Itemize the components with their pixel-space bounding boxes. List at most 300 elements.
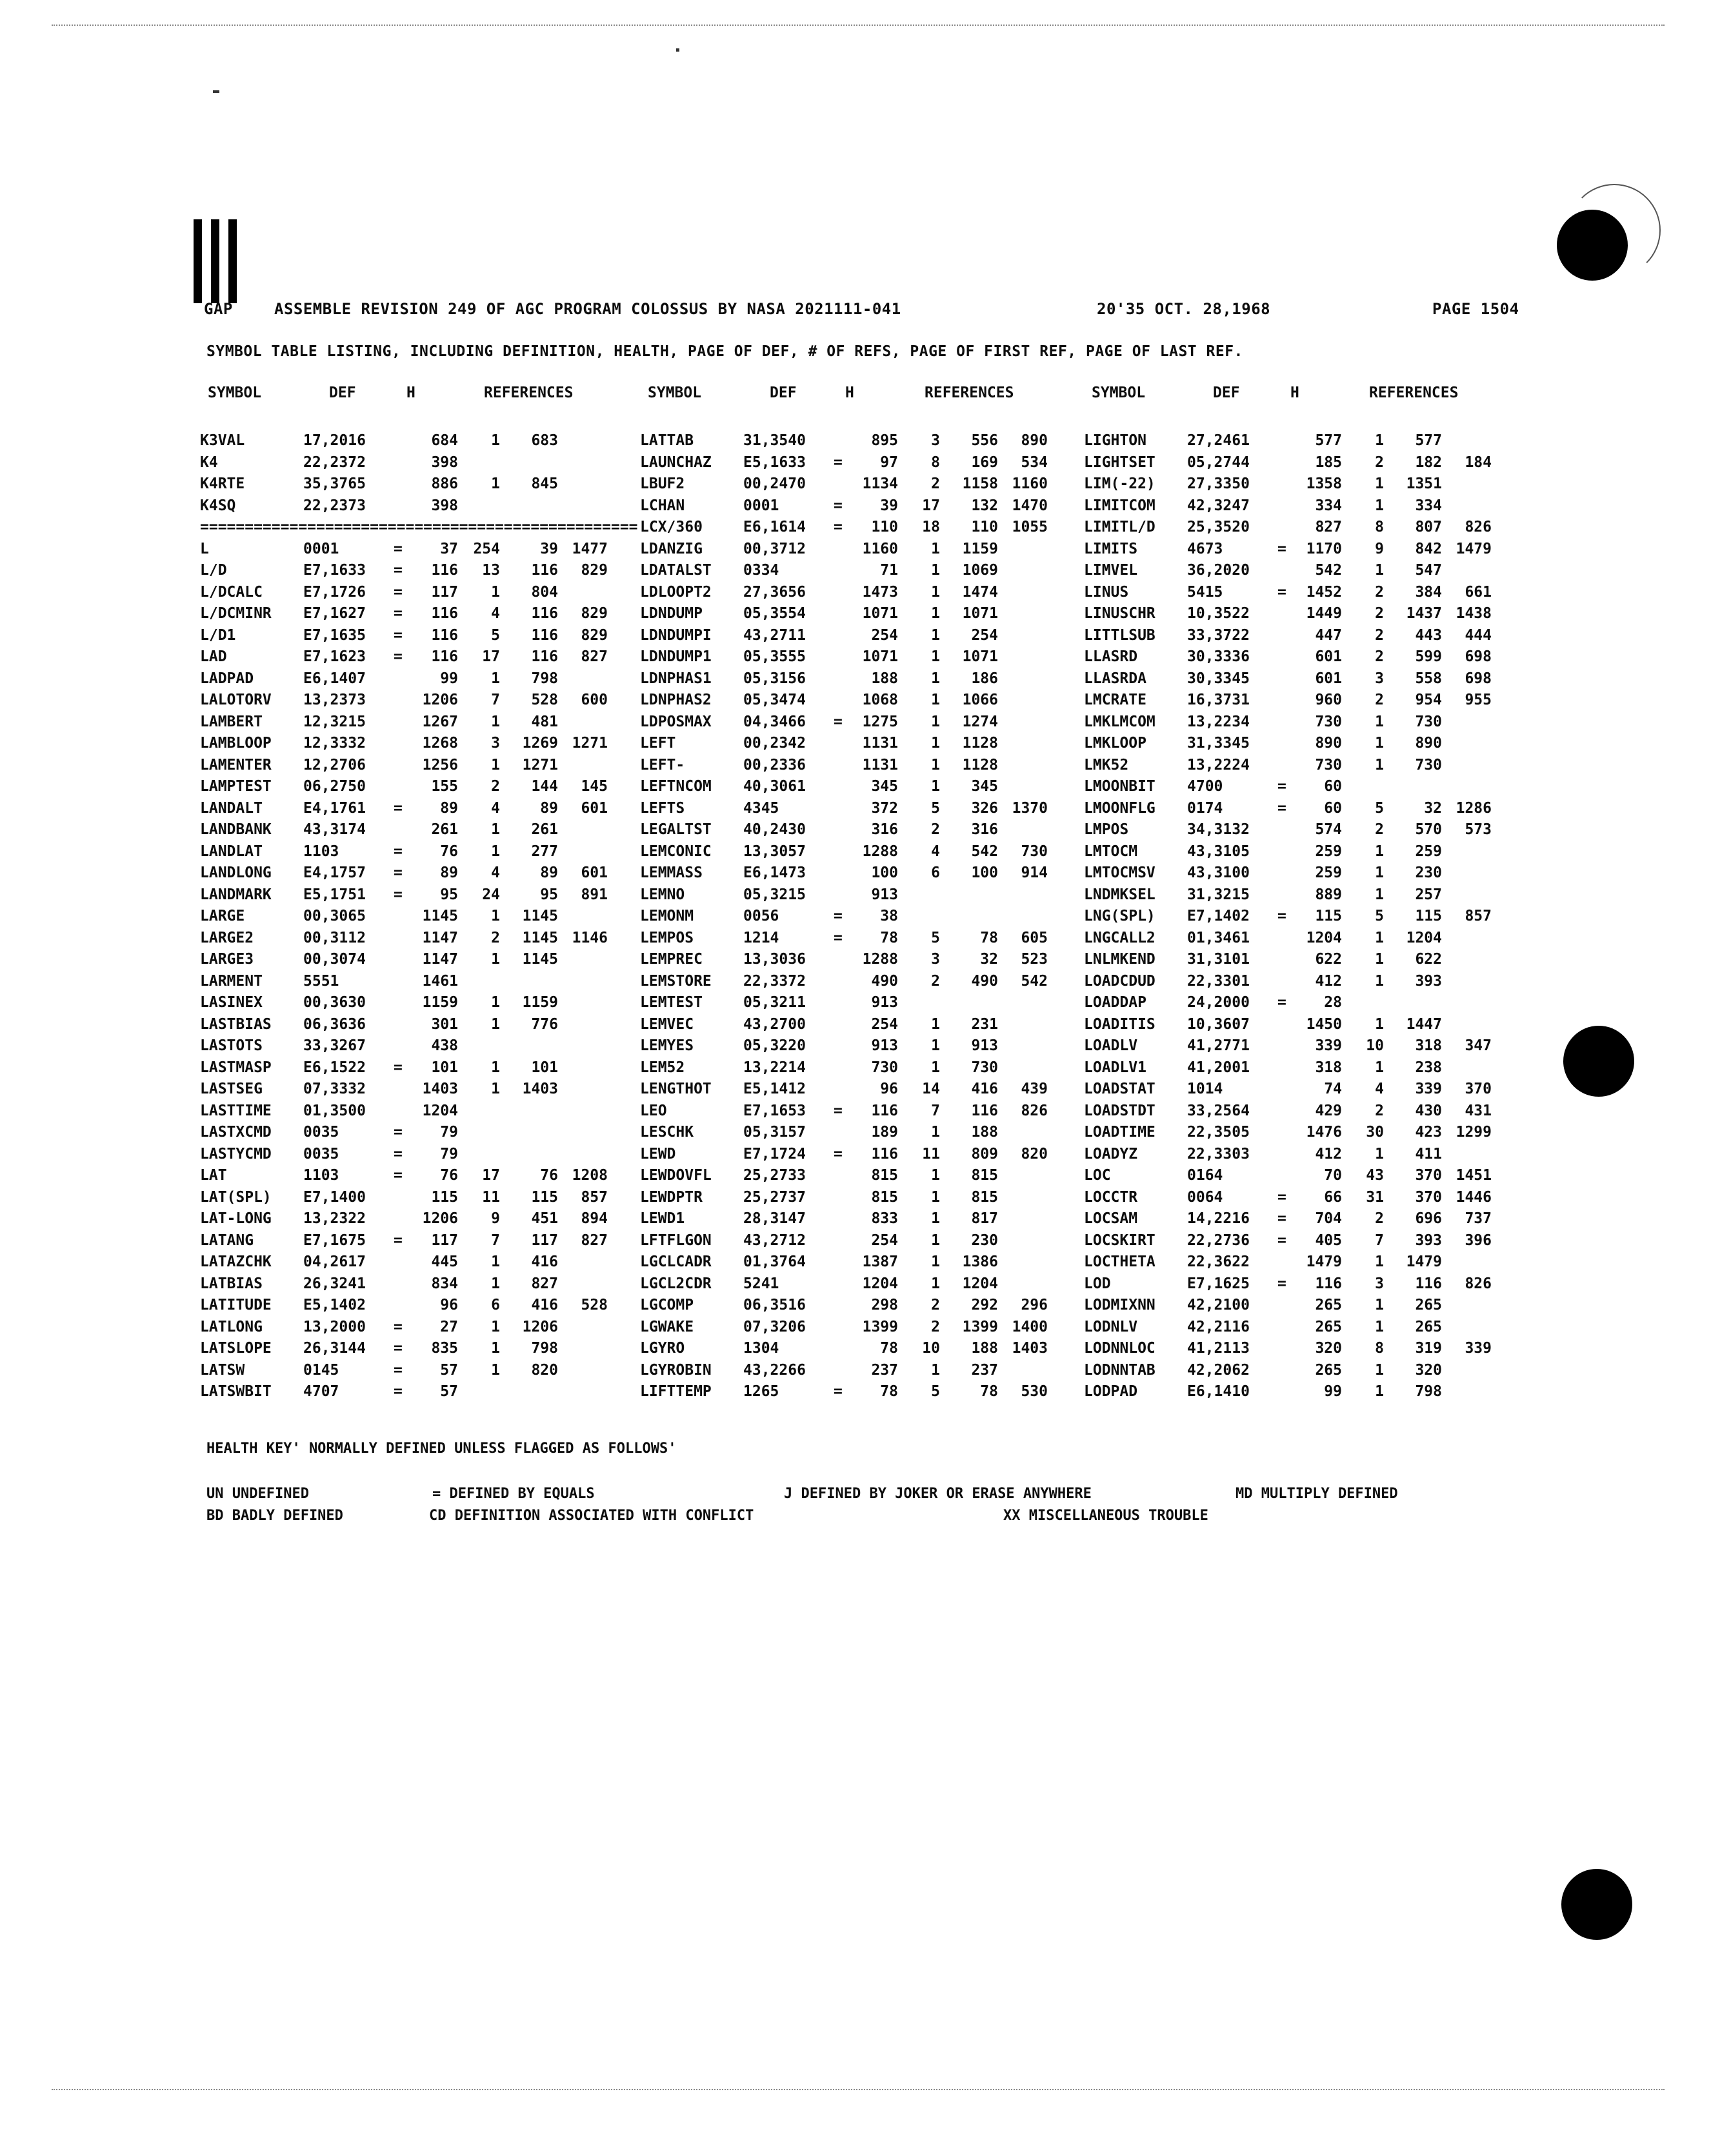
cell-symbol: LOCSAM xyxy=(1084,1210,1138,1227)
cell-symbol: LATITUDE xyxy=(200,1297,272,1313)
cell-def-page: 577 xyxy=(1315,432,1342,449)
cell-last-ref: 1479 xyxy=(1456,540,1492,557)
cell-def: 06,2750 xyxy=(303,778,366,795)
cell-def: 16,3731 xyxy=(1187,692,1250,708)
cell-def: 40,3061 xyxy=(743,778,806,795)
cell-ref-count: 2 xyxy=(1375,1210,1384,1227)
cell-symbol: LASTBIAS xyxy=(200,1015,272,1033)
cell-def-page: 116 xyxy=(431,648,458,665)
cell-symbol: L/DCMINR xyxy=(200,605,272,622)
cell-first-ref: 683 xyxy=(531,432,558,449)
cell-symbol: LASTYCMD xyxy=(200,1145,272,1163)
cell-ref-count: 2 xyxy=(931,1297,940,1313)
cell-symbol: LIMITL/D xyxy=(1084,519,1156,535)
cell-first-ref: 259 xyxy=(1415,843,1442,860)
perforation-top xyxy=(52,25,1665,27)
cell-ref-count: 2 xyxy=(491,778,500,795)
cell-ref-count: 1 xyxy=(1375,1383,1384,1400)
cell-symbol: LOC xyxy=(1084,1167,1111,1184)
separator-line: ================================================= xyxy=(200,519,638,535)
cell-ref-count: 1 xyxy=(931,692,940,708)
cell-def: 04,3466 xyxy=(743,713,806,730)
cell-symbol: LIGHTON xyxy=(1084,432,1146,449)
cell-health: = xyxy=(1277,583,1286,601)
cell-ref-count: 4 xyxy=(491,864,500,881)
cell-last-ref: 601 xyxy=(581,799,608,817)
cell-def: 01,3764 xyxy=(743,1253,806,1270)
col-h-2: H xyxy=(845,384,854,401)
cell-def: E7,1633 xyxy=(303,562,366,579)
cell-def-page: 601 xyxy=(1315,648,1342,665)
cell-def-page: 890 xyxy=(1315,735,1342,752)
cell-def-page: 320 xyxy=(1315,1340,1342,1357)
table-row xyxy=(200,1101,1568,1123)
cell-ref-count: 1 xyxy=(491,475,500,492)
table-row xyxy=(200,1035,1568,1057)
cell-ref-count: 1 xyxy=(491,908,500,924)
cell-def: 05,3220 xyxy=(743,1037,806,1054)
cell-def-page: 155 xyxy=(431,778,458,795)
cell-last-ref: 530 xyxy=(1021,1383,1048,1400)
cell-ref-count: 7 xyxy=(491,1232,500,1249)
cell-def: 22,3622 xyxy=(1187,1253,1250,1270)
cell-def: 22,3505 xyxy=(1187,1124,1250,1141)
cell-ref-count: 1 xyxy=(1375,1059,1384,1076)
cell-def: 0035 xyxy=(303,1145,339,1163)
cell-def-page: 412 xyxy=(1315,1145,1342,1163)
table-row xyxy=(200,1273,1568,1295)
cell-last-ref: 955 xyxy=(1465,692,1492,708)
cell-symbol: LAT-LONG xyxy=(200,1210,272,1227)
cell-ref-count: 1 xyxy=(931,756,940,774)
cell-def: E7,1400 xyxy=(303,1188,366,1206)
cell-ref-count: 5 xyxy=(1375,908,1384,924)
cell-last-ref: 826 xyxy=(1465,519,1492,535)
cell-def: 27,2461 xyxy=(1187,432,1250,449)
cell-def: 05,2744 xyxy=(1187,454,1250,471)
cell-def: 26,3241 xyxy=(303,1275,366,1292)
cell-ref-count: 4 xyxy=(491,799,500,817)
cell-symbol: LODPAD xyxy=(1084,1383,1138,1400)
cell-def: 01,3500 xyxy=(303,1102,366,1119)
cell-ref-count: 1 xyxy=(931,583,940,601)
cell-def-page: 833 xyxy=(871,1210,898,1227)
cell-symbol: LEMVEC xyxy=(640,1015,694,1033)
cell-def-page: 57 xyxy=(440,1383,458,1400)
cell-ref-count: 1 xyxy=(491,843,500,860)
table-row xyxy=(200,430,1568,452)
cell-def: E5,1633 xyxy=(743,454,806,471)
cell-def-page: 101 xyxy=(431,1059,458,1076)
cell-symbol: LMOONFLG xyxy=(1084,799,1156,817)
table-row xyxy=(200,1381,1568,1403)
cell-def-page: 886 xyxy=(431,475,458,492)
cell-def: 42,3247 xyxy=(1187,497,1250,514)
cell-symbol: LODNNTAB xyxy=(1084,1361,1156,1379)
col-def-2: DEF xyxy=(770,384,797,401)
col-refs-2: REFERENCES xyxy=(925,384,1014,401)
cell-first-ref: 817 xyxy=(971,1210,998,1227)
cell-ref-count: 1 xyxy=(491,951,500,968)
cell-first-ref: 1386 xyxy=(962,1253,998,1270)
listing-subtitle: SYMBOL TABLE LISTING, INCLUDING DEFINITION, HEALTH, PAGE OF DEF, # OF REFS, PAGE OF FIRST REF, PAGE OF LAST REF. xyxy=(206,343,1243,360)
cell-first-ref: 416 xyxy=(971,1081,998,1097)
cell-def: 05,3211 xyxy=(743,994,806,1011)
cell-def-page: 1068 xyxy=(862,692,898,708)
cell-def-page: 116 xyxy=(871,1102,898,1119)
cell-last-ref: 600 xyxy=(581,692,608,708)
cell-def: 13,2322 xyxy=(303,1210,366,1227)
cell-first-ref: 1159 xyxy=(522,994,558,1011)
symbol-table xyxy=(200,430,1568,1403)
table-row xyxy=(200,1165,1568,1187)
cell-symbol: LITTLSUB xyxy=(1084,626,1156,644)
cell-def: 43,3105 xyxy=(1187,843,1250,860)
key-multiply: MD MULTIPLY DEFINED xyxy=(1236,1486,1398,1502)
cell-def-page: 1145 xyxy=(422,908,458,924)
cell-first-ref: 230 xyxy=(971,1232,998,1249)
table-row xyxy=(200,1187,1568,1209)
cell-last-ref: 826 xyxy=(1021,1102,1048,1119)
cell-last-ref: 1403 xyxy=(1012,1340,1048,1357)
cell-def: 05,3157 xyxy=(743,1124,806,1141)
cell-def: 0064 xyxy=(1187,1188,1223,1206)
table-row xyxy=(200,1079,1568,1101)
cell-def: 42,2116 xyxy=(1187,1318,1250,1335)
cell-health: = xyxy=(1277,908,1286,924)
cell-ref-count: 1 xyxy=(931,1188,940,1206)
cell-def-page: 345 xyxy=(871,778,898,795)
cell-def: 00,3712 xyxy=(743,540,806,557)
cell-def: 4345 xyxy=(743,799,779,817)
table-row xyxy=(200,949,1568,971)
cell-health: = xyxy=(394,562,403,579)
cell-first-ref: 807 xyxy=(1415,519,1442,535)
cell-last-ref: 431 xyxy=(1465,1102,1492,1119)
cell-def: 00,2470 xyxy=(743,475,806,492)
cell-def: 0056 xyxy=(743,908,779,924)
cell-first-ref: 110 xyxy=(971,519,998,535)
cell-ref-count: 1 xyxy=(931,1361,940,1379)
cell-ref-count: 1 xyxy=(1375,929,1384,946)
cell-health: = xyxy=(834,1383,843,1400)
gap-tag: GAP xyxy=(204,300,233,318)
cell-symbol: LEMONM xyxy=(640,908,694,924)
cell-first-ref: 577 xyxy=(1415,432,1442,449)
cell-def-page: 1206 xyxy=(422,1210,458,1227)
cell-health: = xyxy=(394,1059,403,1076)
cell-ref-count: 9 xyxy=(1375,540,1384,557)
cell-last-ref: 1271 xyxy=(572,735,608,752)
cell-first-ref: 237 xyxy=(971,1361,998,1379)
cell-def-page: 1147 xyxy=(422,951,458,968)
cell-first-ref: 827 xyxy=(531,1275,558,1292)
cell-def: E7,1653 xyxy=(743,1102,806,1119)
cell-first-ref: 556 xyxy=(971,432,998,449)
table-row xyxy=(200,560,1568,582)
col-refs-3: REFERENCES xyxy=(1369,384,1459,401)
cell-first-ref: 1071 xyxy=(962,648,998,665)
col-h-3: H xyxy=(1290,384,1299,401)
cell-def: E7,1726 xyxy=(303,583,366,601)
cell-ref-count: 17 xyxy=(922,497,940,514)
cell-symbol: LGYROBIN xyxy=(640,1361,712,1379)
cell-first-ref: 798 xyxy=(531,670,558,687)
cell-symbol: LIFTTEMP xyxy=(640,1383,712,1400)
cell-symbol: LENGTHOT xyxy=(640,1081,712,1097)
cell-def-page: 116 xyxy=(871,1145,898,1163)
table-row xyxy=(200,1230,1568,1252)
cell-symbol: LEMCONIC xyxy=(640,843,712,860)
col-symbol-2: SYMBOL xyxy=(648,384,702,401)
cell-def-page: 1461 xyxy=(422,972,458,990)
cell-def: 22,3372 xyxy=(743,972,806,990)
cell-ref-count: 43 xyxy=(1366,1167,1384,1184)
table-row xyxy=(200,495,1568,517)
cell-def-page: 960 xyxy=(1315,692,1342,708)
cell-def: 31,3345 xyxy=(1187,735,1250,752)
cell-health: = xyxy=(394,864,403,881)
cell-symbol: LBUF2 xyxy=(640,475,685,492)
cell-def-page: 78 xyxy=(880,1383,898,1400)
cell-ref-count: 1 xyxy=(931,540,940,557)
cell-def-page: 254 xyxy=(871,1015,898,1033)
cell-symbol: LMCRATE xyxy=(1084,692,1146,708)
cell-symbol: LODNLV xyxy=(1084,1318,1138,1335)
cell-ref-count: 1 xyxy=(491,583,500,601)
cell-def: 41,2113 xyxy=(1187,1340,1250,1357)
cell-def: 0145 xyxy=(303,1361,339,1379)
cell-first-ref: 393 xyxy=(1415,1232,1442,1249)
cell-symbol: LANDBANK xyxy=(200,821,272,838)
cell-ref-count: 4 xyxy=(1375,1081,1384,1097)
cell-symbol: LDNPHAS1 xyxy=(640,670,712,687)
cell-def-page: 116 xyxy=(431,562,458,579)
cell-ref-count: 1 xyxy=(1375,886,1384,903)
cell-def-page: 827 xyxy=(1315,519,1342,535)
cell-symbol: LATSWBIT xyxy=(200,1383,272,1400)
cell-def-page: 1204 xyxy=(1306,929,1342,946)
cell-health: = xyxy=(834,1145,843,1163)
cell-first-ref: 1159 xyxy=(962,540,998,557)
cell-first-ref: 547 xyxy=(1415,562,1442,579)
cell-def-page: 116 xyxy=(1315,1275,1342,1292)
cell-first-ref: 78 xyxy=(980,1383,998,1400)
col-h-1: H xyxy=(406,384,415,401)
cell-first-ref: 116 xyxy=(971,1102,998,1119)
cell-first-ref: 1403 xyxy=(522,1081,558,1097)
cell-ref-count: 1 xyxy=(931,1037,940,1054)
cell-symbol: LDNDUMP1 xyxy=(640,648,712,665)
cell-def: 04,2617 xyxy=(303,1253,366,1270)
cell-ref-count: 2 xyxy=(1375,605,1384,622)
cell-def: E7,1627 xyxy=(303,605,366,622)
listing-date: 20'35 OCT. 28,1968 xyxy=(1097,300,1271,318)
cell-def-page: 38 xyxy=(880,908,898,924)
cell-first-ref: 384 xyxy=(1415,583,1442,601)
cell-def-page: 913 xyxy=(871,1037,898,1054)
cell-def: 06,3516 xyxy=(743,1297,806,1313)
cell-health: = xyxy=(834,497,843,514)
cell-symbol: LASTOTS xyxy=(200,1037,263,1054)
cell-symbol: LANDMARK xyxy=(200,886,272,903)
cell-last-ref: 528 xyxy=(581,1297,608,1313)
printout-tab-marks xyxy=(194,219,252,303)
cell-def-page: 27 xyxy=(440,1318,458,1335)
cell-def: 10,3522 xyxy=(1187,605,1250,622)
cell-first-ref: 798 xyxy=(1415,1383,1442,1400)
cell-first-ref: 416 xyxy=(531,1297,558,1313)
cell-ref-count: 1 xyxy=(1375,562,1384,579)
cell-symbol: LANDALT xyxy=(200,799,263,817)
cell-def: 00,2336 xyxy=(743,756,806,774)
cell-symbol: LDANZIG xyxy=(640,540,703,557)
cell-symbol: LEFT xyxy=(640,735,676,752)
cell-def: 22,2736 xyxy=(1187,1232,1250,1249)
cell-symbol: L/D xyxy=(200,562,227,579)
cell-first-ref: 292 xyxy=(971,1297,998,1313)
cell-first-ref: 1071 xyxy=(962,605,998,622)
cell-def-page: 99 xyxy=(1324,1383,1342,1400)
cell-ref-count: 7 xyxy=(491,692,500,708)
cell-ref-count: 1 xyxy=(931,1275,940,1292)
cell-symbol: K4 xyxy=(200,454,218,471)
cell-def: 12,2706 xyxy=(303,756,366,774)
cell-first-ref: 101 xyxy=(531,1059,558,1076)
cell-last-ref: 296 xyxy=(1021,1297,1048,1313)
cell-first-ref: 815 xyxy=(971,1167,998,1184)
cell-def: 07,3206 xyxy=(743,1318,806,1335)
cell-def: 5241 xyxy=(743,1275,779,1292)
cell-ref-count: 8 xyxy=(931,454,940,471)
table-row xyxy=(200,884,1568,906)
cell-symbol: LGCL2CDR xyxy=(640,1275,712,1292)
table-row xyxy=(200,819,1568,841)
cell-first-ref: 1069 xyxy=(962,562,998,579)
cell-first-ref: 169 xyxy=(971,454,998,471)
col-def-3: DEF xyxy=(1213,384,1240,401)
cell-first-ref: 730 xyxy=(1415,756,1442,774)
cell-def-page: 889 xyxy=(1315,886,1342,903)
cell-ref-count: 4 xyxy=(931,843,940,860)
cell-symbol: LARMENT xyxy=(200,972,263,990)
col-symbol-1: SYMBOL xyxy=(208,384,262,401)
table-row xyxy=(200,1252,1568,1273)
cell-def: E5,1751 xyxy=(303,886,366,903)
cell-ref-count: 30 xyxy=(1366,1124,1384,1141)
cell-def-page: 96 xyxy=(880,1081,898,1097)
cell-def-page: 97 xyxy=(880,454,898,471)
cell-def: 13,3036 xyxy=(743,951,806,968)
cell-ref-count: 1 xyxy=(1375,951,1384,968)
cell-first-ref: 339 xyxy=(1415,1081,1442,1097)
cell-symbol: LAD xyxy=(200,648,227,665)
cell-symbol: L/D1 xyxy=(200,626,236,644)
cell-ref-count: 3 xyxy=(1375,1275,1384,1292)
cell-symbol: L xyxy=(200,540,209,557)
cell-def: 22,2372 xyxy=(303,454,366,471)
cell-symbol: LDATALST xyxy=(640,562,712,579)
cell-first-ref: 116 xyxy=(531,605,558,622)
cell-last-ref: 827 xyxy=(581,648,608,665)
cell-def-page: 60 xyxy=(1324,778,1342,795)
cell-first-ref: 696 xyxy=(1415,1210,1442,1227)
cell-def-page: 730 xyxy=(1315,756,1342,774)
cell-ref-count: 1 xyxy=(1375,713,1384,730)
cell-last-ref: 698 xyxy=(1465,648,1492,665)
cell-def: 27,3350 xyxy=(1187,475,1250,492)
cell-last-ref: 1286 xyxy=(1456,799,1492,817)
cell-last-ref: 605 xyxy=(1021,929,1048,946)
cell-first-ref: 116 xyxy=(531,626,558,644)
cell-def-page: 117 xyxy=(431,1232,458,1249)
health-key: HEALTH KEY' NORMALLY DEFINED UNLESS FLAGGED AS FOLLOWS' xyxy=(206,1441,677,1457)
cell-def: 13,2214 xyxy=(743,1059,806,1076)
cell-health: = xyxy=(1277,540,1286,557)
cell-def-page: 1403 xyxy=(422,1081,458,1097)
cell-last-ref: 857 xyxy=(581,1188,608,1206)
cell-symbol: LANDLAT xyxy=(200,843,263,860)
cell-def: 5415 xyxy=(1187,583,1223,601)
cell-first-ref: 820 xyxy=(531,1361,558,1379)
cell-symbol: LOADSTDT xyxy=(1084,1102,1156,1119)
cell-symbol: LMTOCMSV xyxy=(1084,864,1156,881)
cell-symbol: LOADDAP xyxy=(1084,994,1146,1011)
cell-symbol: LNLMKEND xyxy=(1084,951,1156,968)
cell-health: = xyxy=(834,713,843,730)
cell-first-ref: 254 xyxy=(971,626,998,644)
cell-def: 30,3336 xyxy=(1187,648,1250,665)
table-row xyxy=(200,1057,1568,1079)
cell-symbol: LOADTIME xyxy=(1084,1124,1156,1141)
cell-last-ref: 1208 xyxy=(572,1167,608,1184)
table-row xyxy=(200,863,1568,884)
cell-ref-count: 2 xyxy=(1375,1102,1384,1119)
cell-symbol: LOCSKIRT xyxy=(1084,1232,1156,1249)
cell-symbol: LCX/360 xyxy=(640,519,703,535)
cell-def: 0001 xyxy=(303,540,339,557)
cell-first-ref: 76 xyxy=(540,1167,558,1184)
cell-def-page: 100 xyxy=(871,864,898,881)
cell-def: 43,2266 xyxy=(743,1361,806,1379)
table-row xyxy=(200,712,1568,734)
cell-first-ref: 730 xyxy=(971,1059,998,1076)
cell-first-ref: 1145 xyxy=(522,951,558,968)
speck xyxy=(213,90,219,93)
cell-first-ref: 1128 xyxy=(962,756,998,774)
cell-first-ref: 182 xyxy=(1415,454,1442,471)
cell-def-page: 372 xyxy=(871,799,898,817)
cell-def-page: 89 xyxy=(440,864,458,881)
cell-last-ref: 1470 xyxy=(1012,497,1048,514)
cell-def-page: 74 xyxy=(1324,1081,1342,1097)
cell-health: = xyxy=(394,1124,403,1141)
cell-symbol: LDPOSMAX xyxy=(640,713,712,730)
cell-symbol: LALOTORV xyxy=(200,692,272,708)
cell-def-page: 76 xyxy=(440,843,458,860)
cell-ref-count: 1 xyxy=(931,1167,940,1184)
cell-def: 25,2737 xyxy=(743,1188,806,1206)
table-row xyxy=(200,668,1568,690)
cell-def: 05,3555 xyxy=(743,648,806,665)
cell-symbol: LGWAKE xyxy=(640,1318,694,1335)
cell-ref-count: 17 xyxy=(482,1167,500,1184)
col-refs-1: REFERENCES xyxy=(484,384,574,401)
key-conflict: CD DEFINITION ASSOCIATED WITH CONFLICT xyxy=(429,1508,754,1524)
cell-ref-count: 14 xyxy=(922,1081,940,1097)
cell-first-ref: 95 xyxy=(540,886,558,903)
cell-def-page: 1159 xyxy=(422,994,458,1011)
